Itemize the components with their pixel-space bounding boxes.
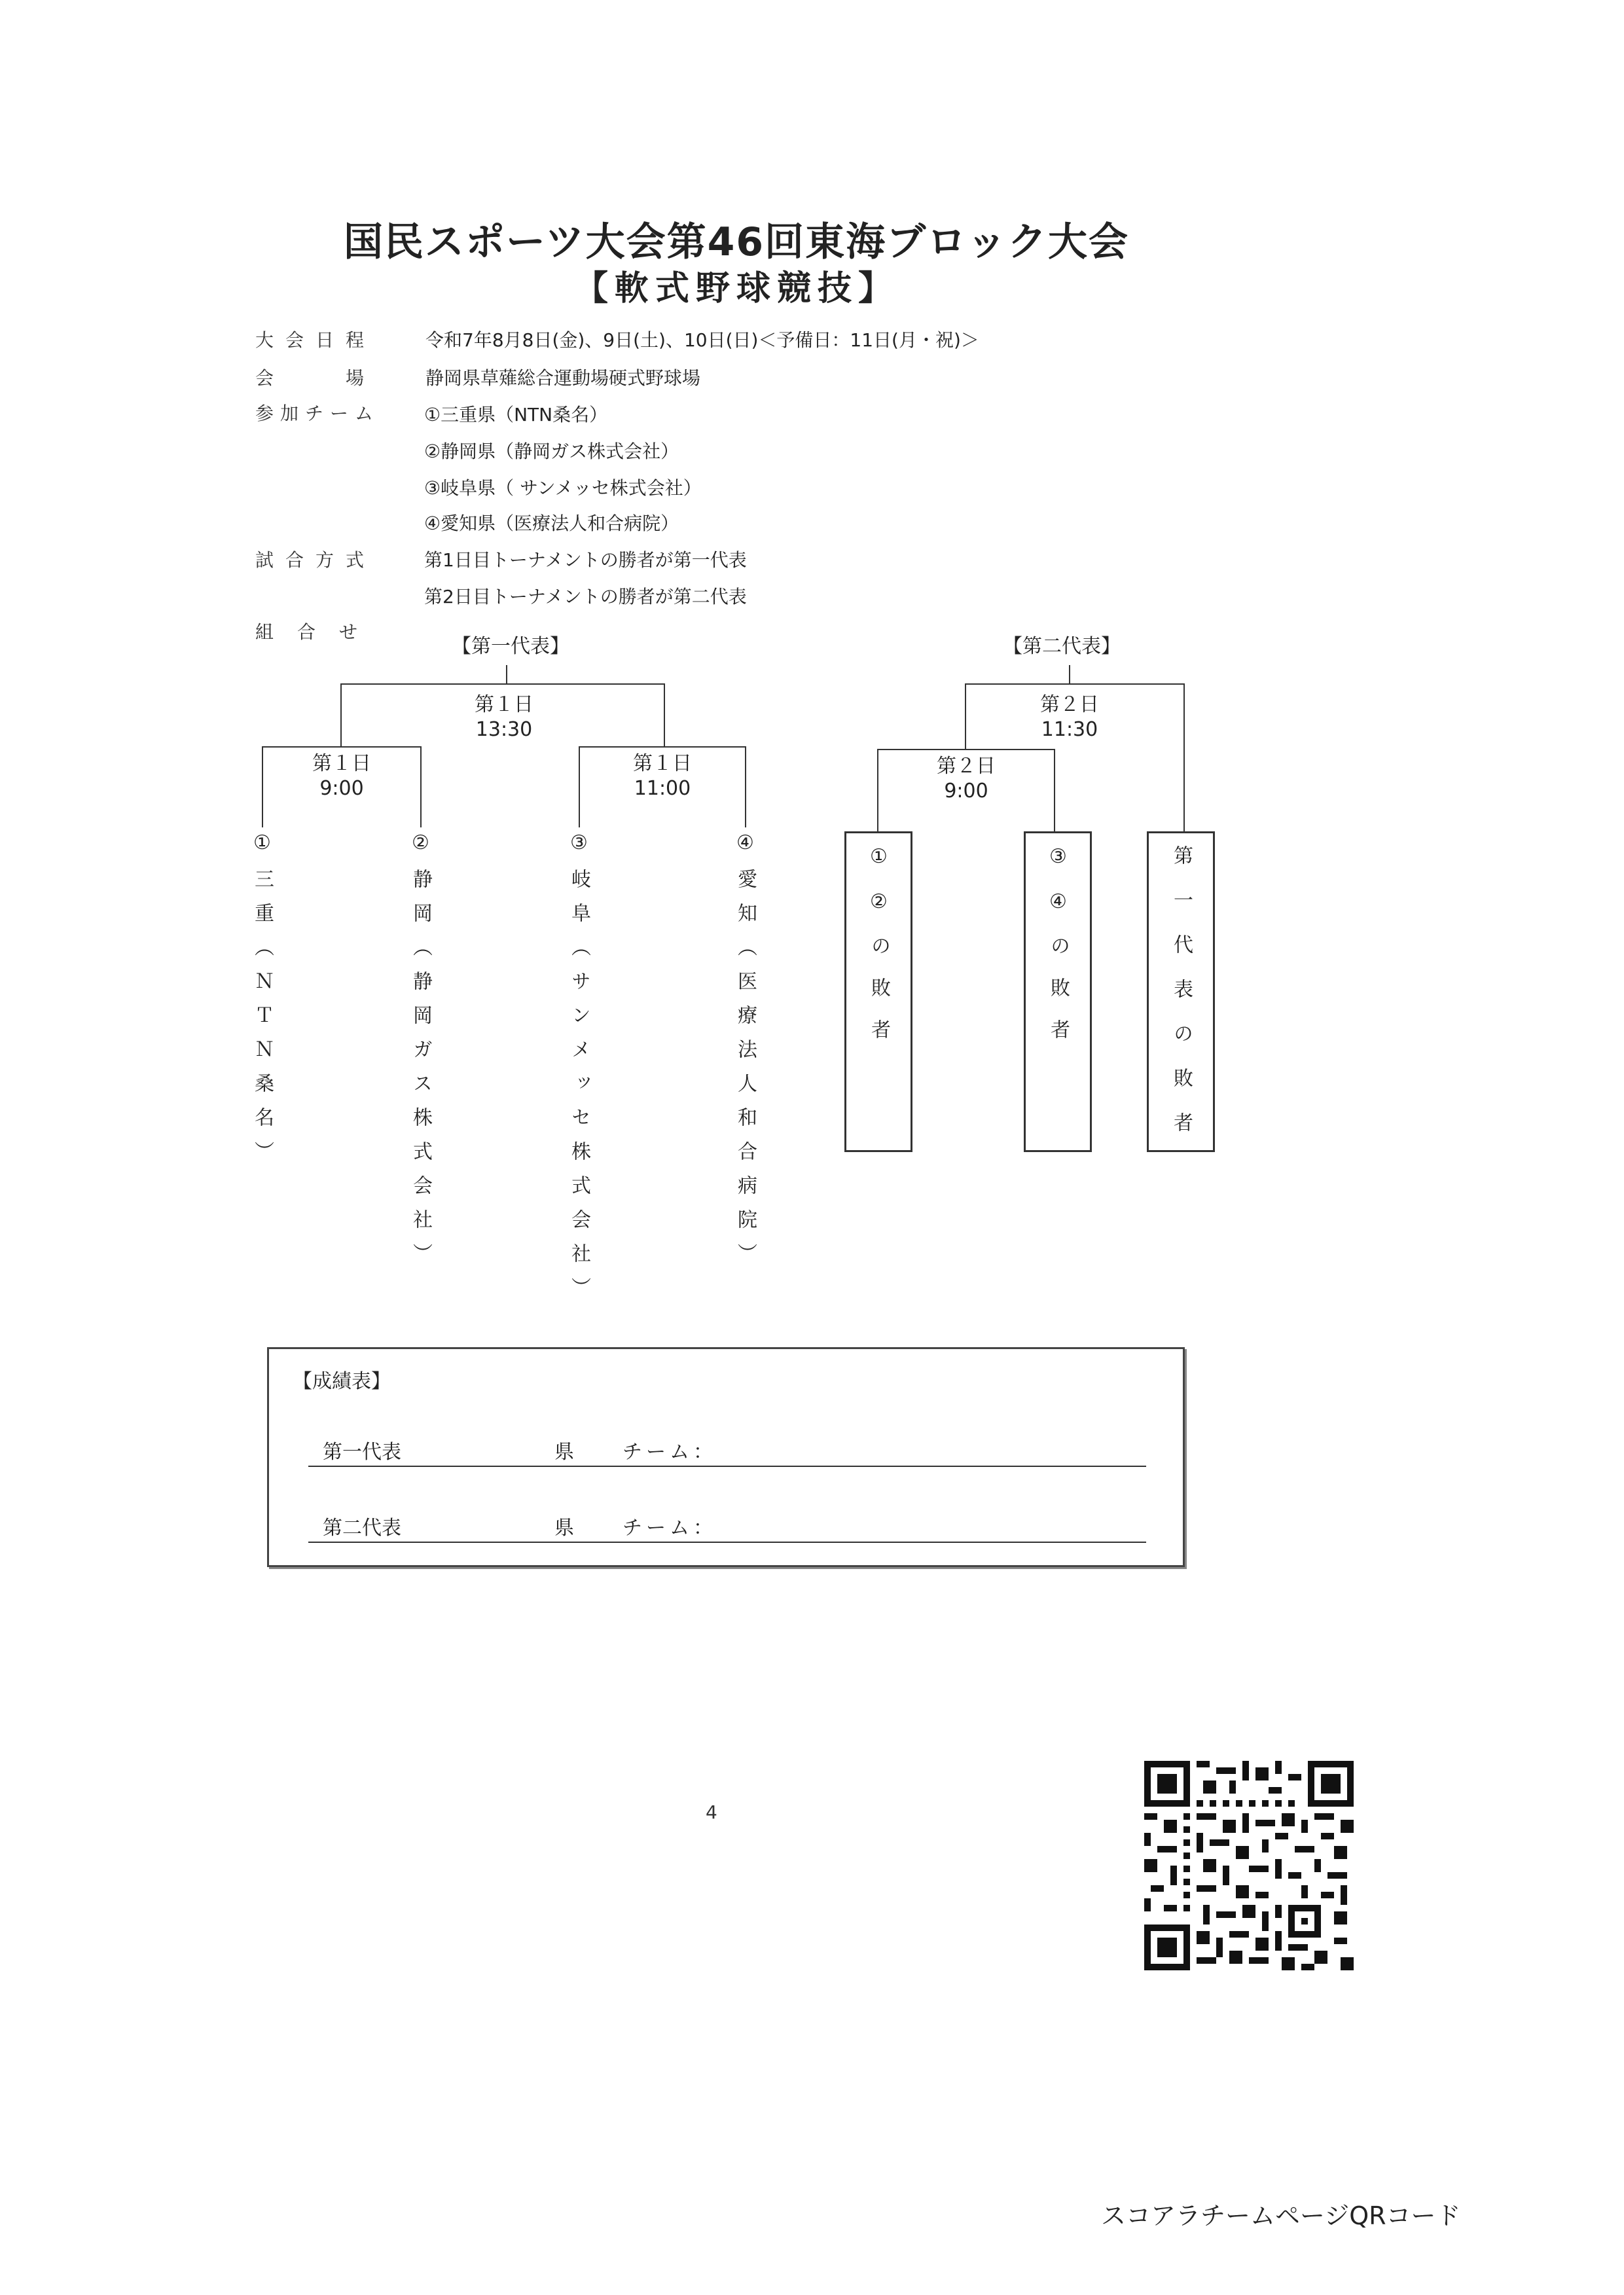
venue-label: 会場	[255, 367, 437, 389]
bracket-line	[877, 749, 878, 831]
qr-caption: スコアラチームページQRコード	[1101, 2201, 1461, 2230]
pairing-label: 組合せ	[255, 621, 382, 643]
bracket-line	[262, 746, 422, 748]
bracket-team-gifu: ③岐阜（サンメッセ株式会社）	[568, 831, 590, 1311]
result-pref: 県	[554, 1441, 574, 1464]
venue-value: 静岡県草薙総合運動場硬式野球場	[425, 367, 701, 389]
match-label-final2: 第２日 11:30	[1040, 693, 1099, 741]
bracket-line	[1054, 749, 1055, 831]
bracket-line	[579, 746, 580, 827]
result-rule	[308, 1466, 1146, 1467]
loser-box-3-4: ③④の敗者	[1024, 831, 1092, 1152]
page-subtitle: 【軟式野球競技】	[573, 269, 899, 308]
bracket-line	[340, 683, 665, 685]
schedule-label: 大会日程	[255, 329, 376, 351]
match-label-final: 第１日 13:30	[475, 693, 533, 741]
result-rule	[308, 1542, 1146, 1543]
bracket-line	[965, 683, 966, 749]
bracket-line	[1183, 683, 1185, 831]
result-pref: 県	[554, 1517, 574, 1540]
loser-box-first-rep: 第一代表の敗者	[1147, 831, 1215, 1152]
result-label: 第二代表	[323, 1517, 401, 1540]
results-box	[267, 1347, 1185, 1567]
result-label: 第一代表	[323, 1441, 401, 1464]
teams-label: 参加チーム	[255, 403, 380, 424]
result-team: チーム：	[623, 1441, 717, 1464]
loser-box-1-2: ①②の敗者	[844, 831, 912, 1152]
team-list-item: ①三重県（NTN桑名）	[424, 404, 608, 425]
bracket2-heading: 【第二代表】	[1003, 635, 1121, 658]
bracket-team-shizuoka: ②静岡（静岡ガス株式会社）	[409, 831, 432, 1277]
team-list-item: ④愛知県（医療法人和合病院）	[424, 513, 679, 534]
results-heading: 【成績表】	[293, 1370, 391, 1393]
bracket-team-aichi: ④愛知（医療法人和合病院）	[734, 831, 757, 1277]
bracket-line	[877, 749, 1055, 750]
bracket-line	[340, 683, 342, 746]
bracket-line	[664, 683, 665, 746]
bracket-line	[420, 746, 422, 827]
bracket-line	[1069, 665, 1070, 685]
format-label: 試合方式	[255, 549, 376, 571]
bracket-line	[745, 746, 746, 827]
team-list-item: ②静岡県（静岡ガス株式会社）	[424, 441, 679, 462]
format-line: 第1日目トーナメントの勝者が第一代表	[424, 549, 747, 571]
bracket-team-mie: ①三重（ＮＴＮ桑名）	[251, 831, 274, 1175]
team-list-item: ③岐阜県（ サンメッセ株式会社）	[424, 477, 702, 499]
bracket-line	[965, 683, 1185, 685]
schedule-value: 令和7年8月8日(金)、9日(土)、10日(日)＜予備日：11日(月・祝)＞	[425, 329, 979, 351]
bracket-line	[579, 746, 746, 748]
qr-code-icon	[1144, 1761, 1354, 1970]
result-team: チーム：	[623, 1517, 717, 1540]
page-number: 4	[706, 1801, 717, 1823]
bracket-line	[506, 665, 507, 685]
bracket1-heading: 【第一代表】	[452, 635, 569, 658]
page-title: 国民スポーツ大会第46回東海ブロック大会	[344, 219, 1129, 265]
match-label-semi2: 第１日 11:00	[633, 752, 692, 800]
match-label-semi1: 第１日 9:00	[312, 752, 371, 800]
format-line: 第2日目トーナメントの勝者が第二代表	[424, 586, 747, 607]
match-label-semi3: 第２日 9:00	[937, 755, 996, 803]
